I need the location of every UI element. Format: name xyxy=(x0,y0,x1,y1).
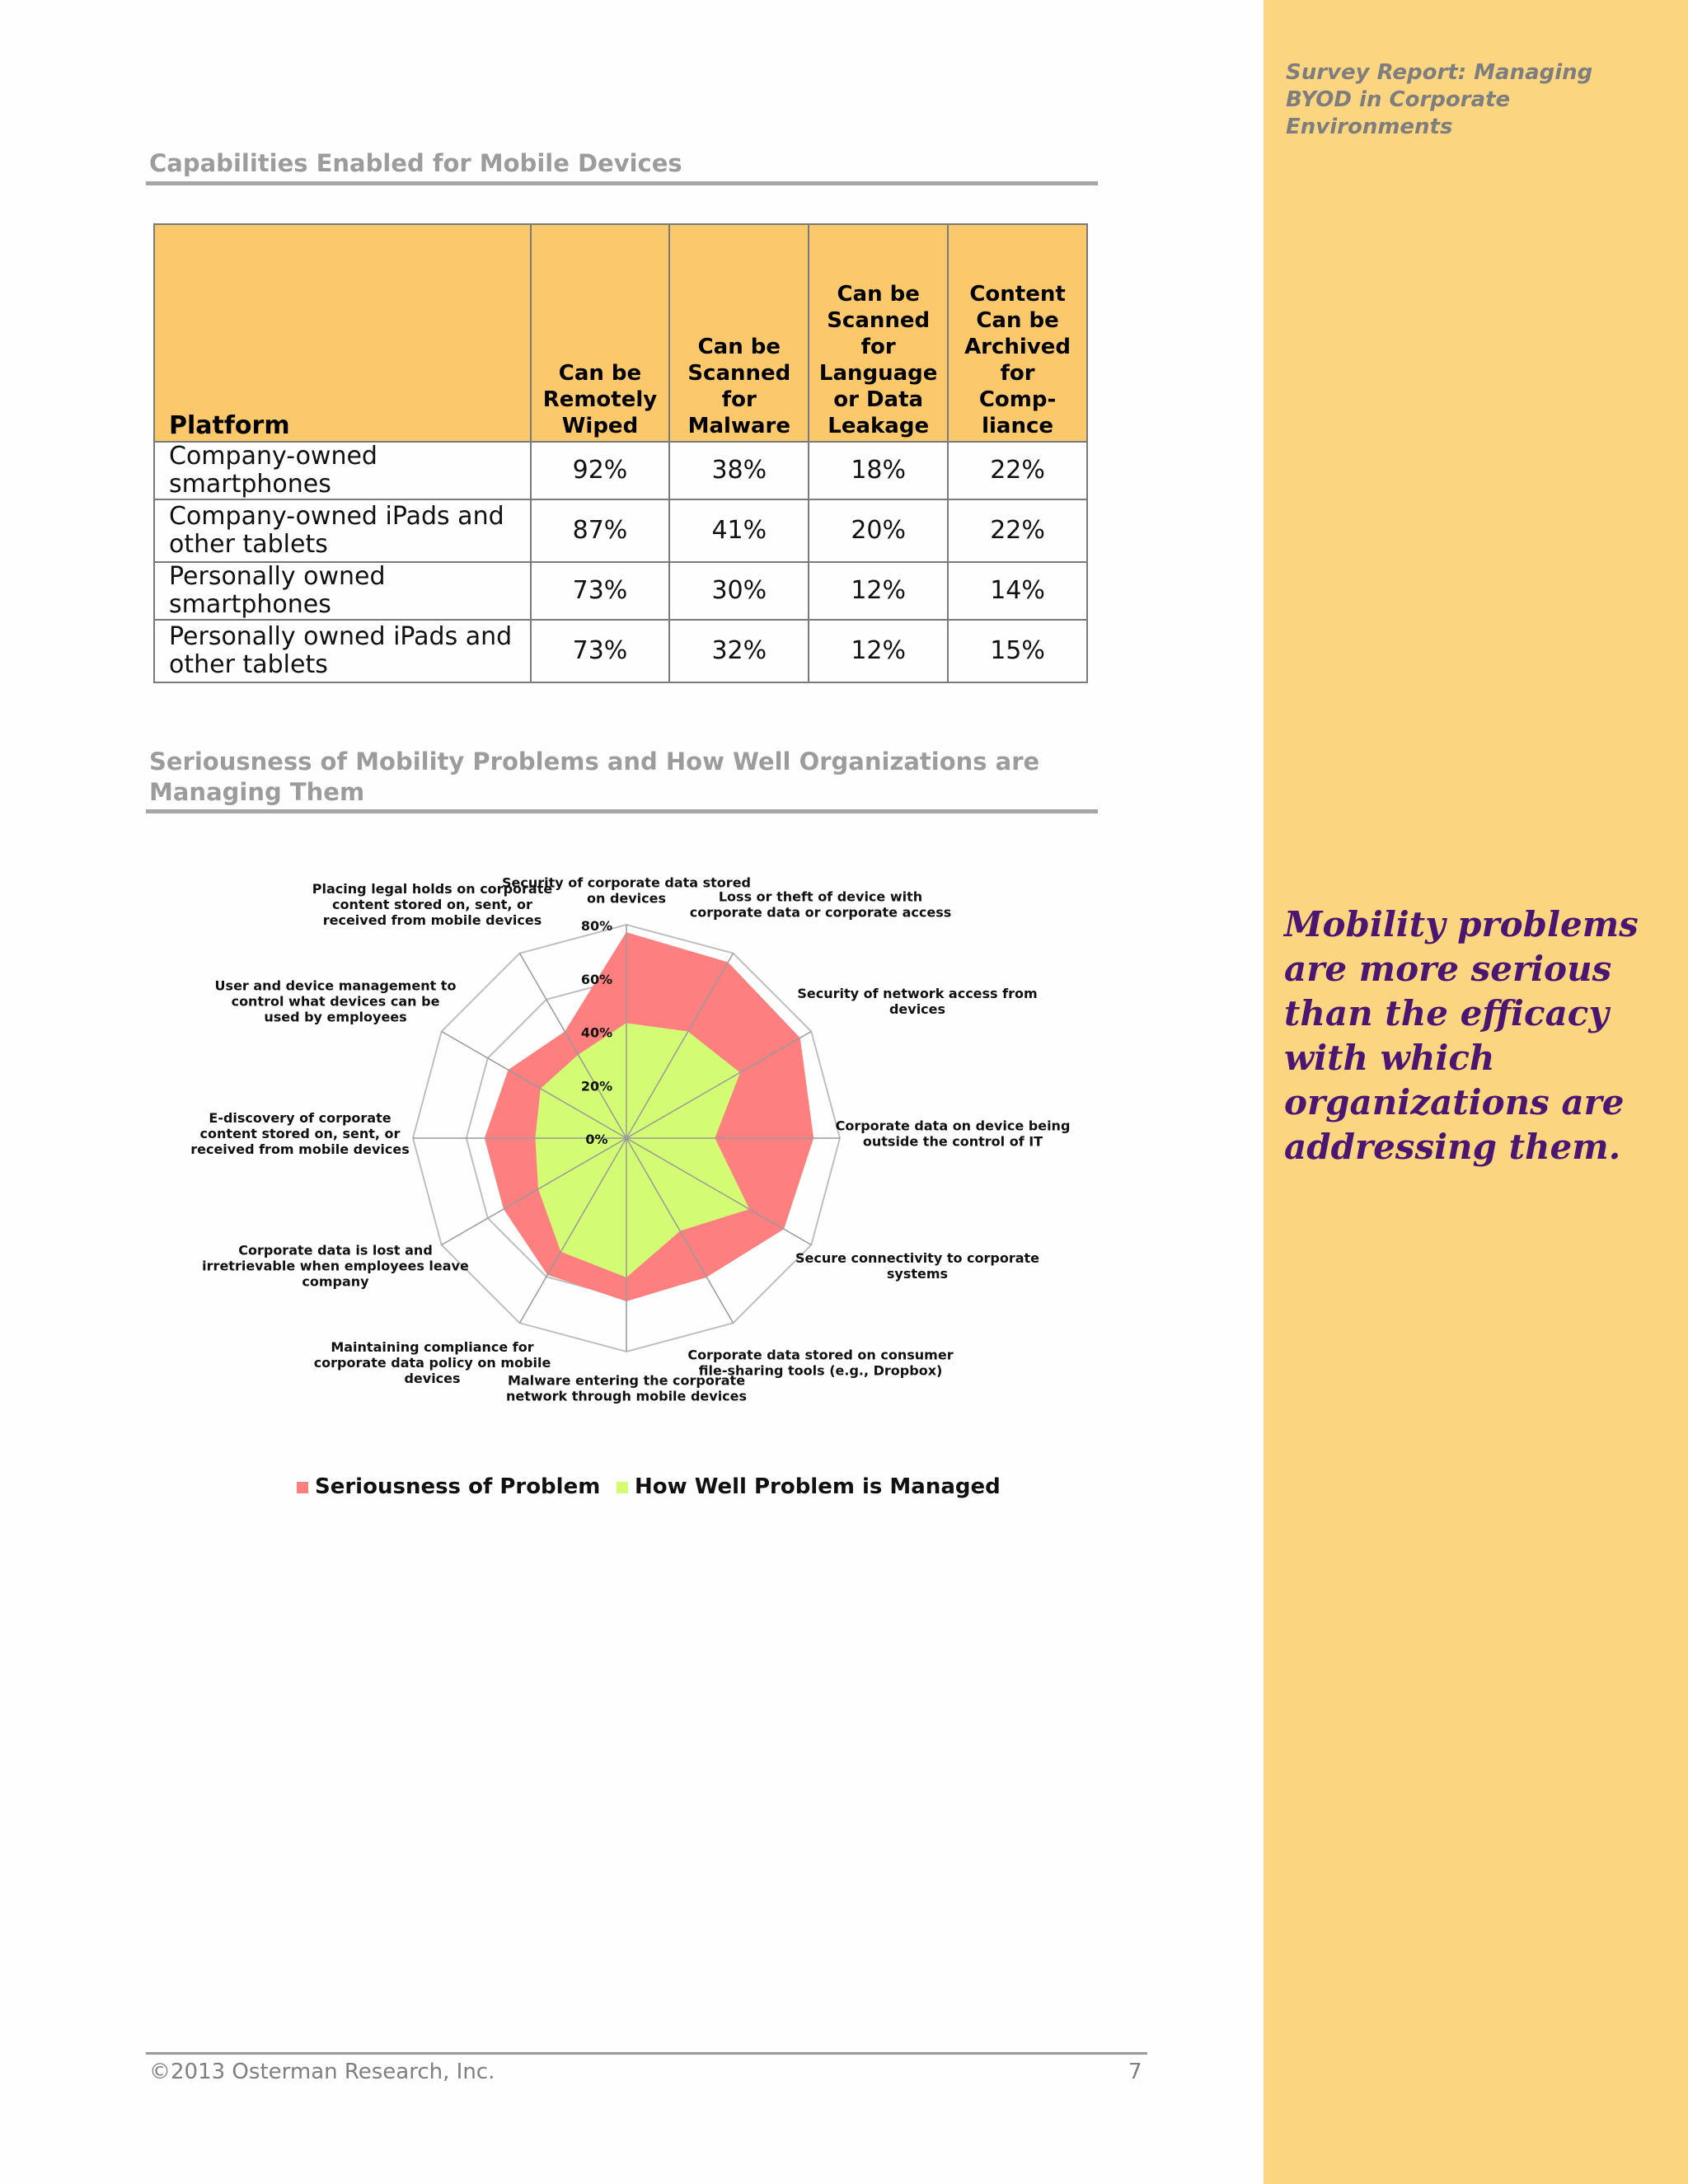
column-header-line: Content xyxy=(969,282,1066,307)
pull-quote: Mobility problems are more serious than the efficacy with which organizations are addressing them. xyxy=(1284,904,1639,1167)
column-header xyxy=(531,224,670,442)
category-label-line: on devices xyxy=(586,890,667,907)
column-header-line: Language xyxy=(818,361,938,386)
column-header xyxy=(154,224,531,442)
legend-label: How Well Problem is Managed xyxy=(635,1474,1001,1499)
platform-cell: Company-owned smartphones xyxy=(154,442,531,499)
radar-chart xyxy=(0,832,1253,1533)
tick-label: 80% xyxy=(580,918,613,934)
table-row xyxy=(154,562,1087,620)
category-label xyxy=(795,1250,1039,1282)
percent-cell: 20% xyxy=(809,499,948,562)
category-label-line: received from mobile devices xyxy=(322,912,542,928)
category-label-line: E-discovery of corporate xyxy=(209,1110,392,1126)
category-label-line: Loss or theft of device with xyxy=(718,888,923,905)
category-label-line: Secure connectivity to corporate xyxy=(795,1250,1040,1266)
column-header-line: Leakage xyxy=(828,414,930,438)
category-label-line: corporate data policy on mobile xyxy=(313,1355,551,1371)
category-label-line: used by employees xyxy=(264,1009,407,1025)
category-label-line: User and device management to xyxy=(214,977,457,994)
report-title: Survey Report: Managing BYOD in Corporate Environments xyxy=(1286,60,1593,139)
percent-cell: 15% xyxy=(948,620,1087,682)
legend-label: Seriousness of Problem xyxy=(315,1474,601,1499)
column-header-line: or Data xyxy=(833,387,924,412)
percent-cell: 12% xyxy=(809,562,948,620)
category-label xyxy=(797,986,1037,1017)
category-label-line: control what devices can be xyxy=(231,993,440,1010)
category-label-line: devices xyxy=(889,1001,946,1017)
percent-cell: 22% xyxy=(948,442,1087,499)
percent-cell: 30% xyxy=(669,562,809,620)
category-label-line: content stored on, sent, or xyxy=(332,897,532,912)
table-row xyxy=(154,620,1087,682)
category-label-line: Corporate data is lost and xyxy=(238,1242,433,1258)
category-label-line: Corporate data stored on consumer xyxy=(687,1347,954,1363)
platform-cell: Personally owned iPads and other tablets xyxy=(154,620,531,682)
category-label-line: company xyxy=(302,1273,369,1290)
table-title-rule xyxy=(146,181,1098,185)
column-header xyxy=(809,224,948,442)
category-label xyxy=(836,1118,1071,1150)
legend-swatch xyxy=(297,1482,308,1493)
tick-label: 20% xyxy=(580,1078,613,1094)
category-label xyxy=(506,1373,747,1404)
category-label-line: Security of network access from xyxy=(797,986,1038,1001)
column-header-line: Can be xyxy=(697,335,781,359)
tick-label: 0% xyxy=(585,1132,608,1147)
tick-label: 60% xyxy=(580,971,613,987)
category-label-line: Malware entering the corporate xyxy=(507,1372,746,1389)
column-header-line: Can be xyxy=(837,282,920,307)
table-row xyxy=(154,499,1087,562)
category-label-line: file-sharing tools (e.g., Dropbox) xyxy=(698,1362,943,1379)
category-label-line: outside the control of IT xyxy=(862,1133,1043,1150)
percent-cell: 14% xyxy=(948,562,1087,620)
category-label-line: devices xyxy=(404,1371,461,1386)
category-label xyxy=(312,881,553,928)
category-label-line: Placing legal holds on corporate xyxy=(312,881,553,897)
category-label-line: Maintaining compliance for xyxy=(331,1339,534,1355)
category-label-line: systems xyxy=(886,1266,949,1282)
radar-series xyxy=(485,933,813,1301)
column-header-line: Platform xyxy=(169,411,290,440)
column-header-line: for xyxy=(721,387,757,412)
column-header-line: liance xyxy=(982,414,1054,438)
percent-cell: 32% xyxy=(669,620,809,682)
page-number: 7 xyxy=(1128,2060,1142,2084)
table-row xyxy=(154,442,1087,499)
chart-legend xyxy=(297,1474,1001,1499)
category-label xyxy=(215,978,457,1025)
column-header-line: Can be xyxy=(558,361,642,386)
footer-copyright: ©2013 Osterman Research, Inc. xyxy=(149,2060,495,2084)
percent-cell: 92% xyxy=(531,442,670,499)
column-header-line: Wiped xyxy=(561,414,639,438)
legend-swatch xyxy=(617,1482,628,1493)
percent-cell: 87% xyxy=(531,499,670,562)
column-header-line: Scanned xyxy=(687,361,791,386)
radar-spokes xyxy=(413,925,840,1352)
column-header-line: Comp- xyxy=(978,387,1057,412)
table-header-row xyxy=(154,224,1087,442)
category-label xyxy=(690,889,952,921)
category-label xyxy=(190,1110,410,1157)
table-section-title: Capabilities Enabled for Mobile Devices xyxy=(149,149,682,177)
platform-cell: Company-owned iPads and other tablets xyxy=(154,499,531,562)
category-label-line: content stored on, sent, or xyxy=(199,1126,401,1141)
category-label-line: Security of corporate data stored xyxy=(502,874,751,891)
percent-cell: 38% xyxy=(669,442,809,499)
column-header-line: Archived xyxy=(964,335,1071,359)
column-header-line: for xyxy=(1000,361,1035,386)
percent-cell: 22% xyxy=(948,499,1087,562)
category-label xyxy=(202,1243,469,1290)
capabilities-table xyxy=(153,223,1088,683)
column-header-line: Scanned xyxy=(827,308,931,333)
platform-cell: Personally owned smartphones xyxy=(154,562,531,620)
percent-cell: 73% xyxy=(531,620,670,682)
column-header-line: Malware xyxy=(687,414,790,438)
category-label-line: irretrievable when employees leave xyxy=(202,1258,469,1274)
column-header xyxy=(948,224,1087,442)
column-header xyxy=(669,224,809,442)
percent-cell: 41% xyxy=(669,499,809,562)
footer-rule xyxy=(146,2052,1147,2055)
category-label-line: network through mobile devices xyxy=(505,1388,748,1404)
column-header-line: Remotely xyxy=(542,387,658,412)
percent-cell: 12% xyxy=(809,620,948,682)
tick-label: 40% xyxy=(580,1024,613,1041)
category-label-line: Corporate data on device being xyxy=(835,1118,1071,1134)
percent-cell: 73% xyxy=(531,562,670,620)
chart-section-title-line2: Managing Them xyxy=(149,778,365,806)
column-header-line: Can be xyxy=(976,308,1059,333)
percent-cell: 18% xyxy=(809,442,948,499)
chart-section-title-line1: Seriousness of Mobility Problems and How Well Organizations are xyxy=(149,748,1040,776)
category-label-line: corporate data or corporate access xyxy=(689,904,952,921)
chart-title-rule xyxy=(146,809,1098,813)
category-label-line: received from mobile devices xyxy=(190,1141,410,1157)
column-header-line: for xyxy=(860,335,896,359)
